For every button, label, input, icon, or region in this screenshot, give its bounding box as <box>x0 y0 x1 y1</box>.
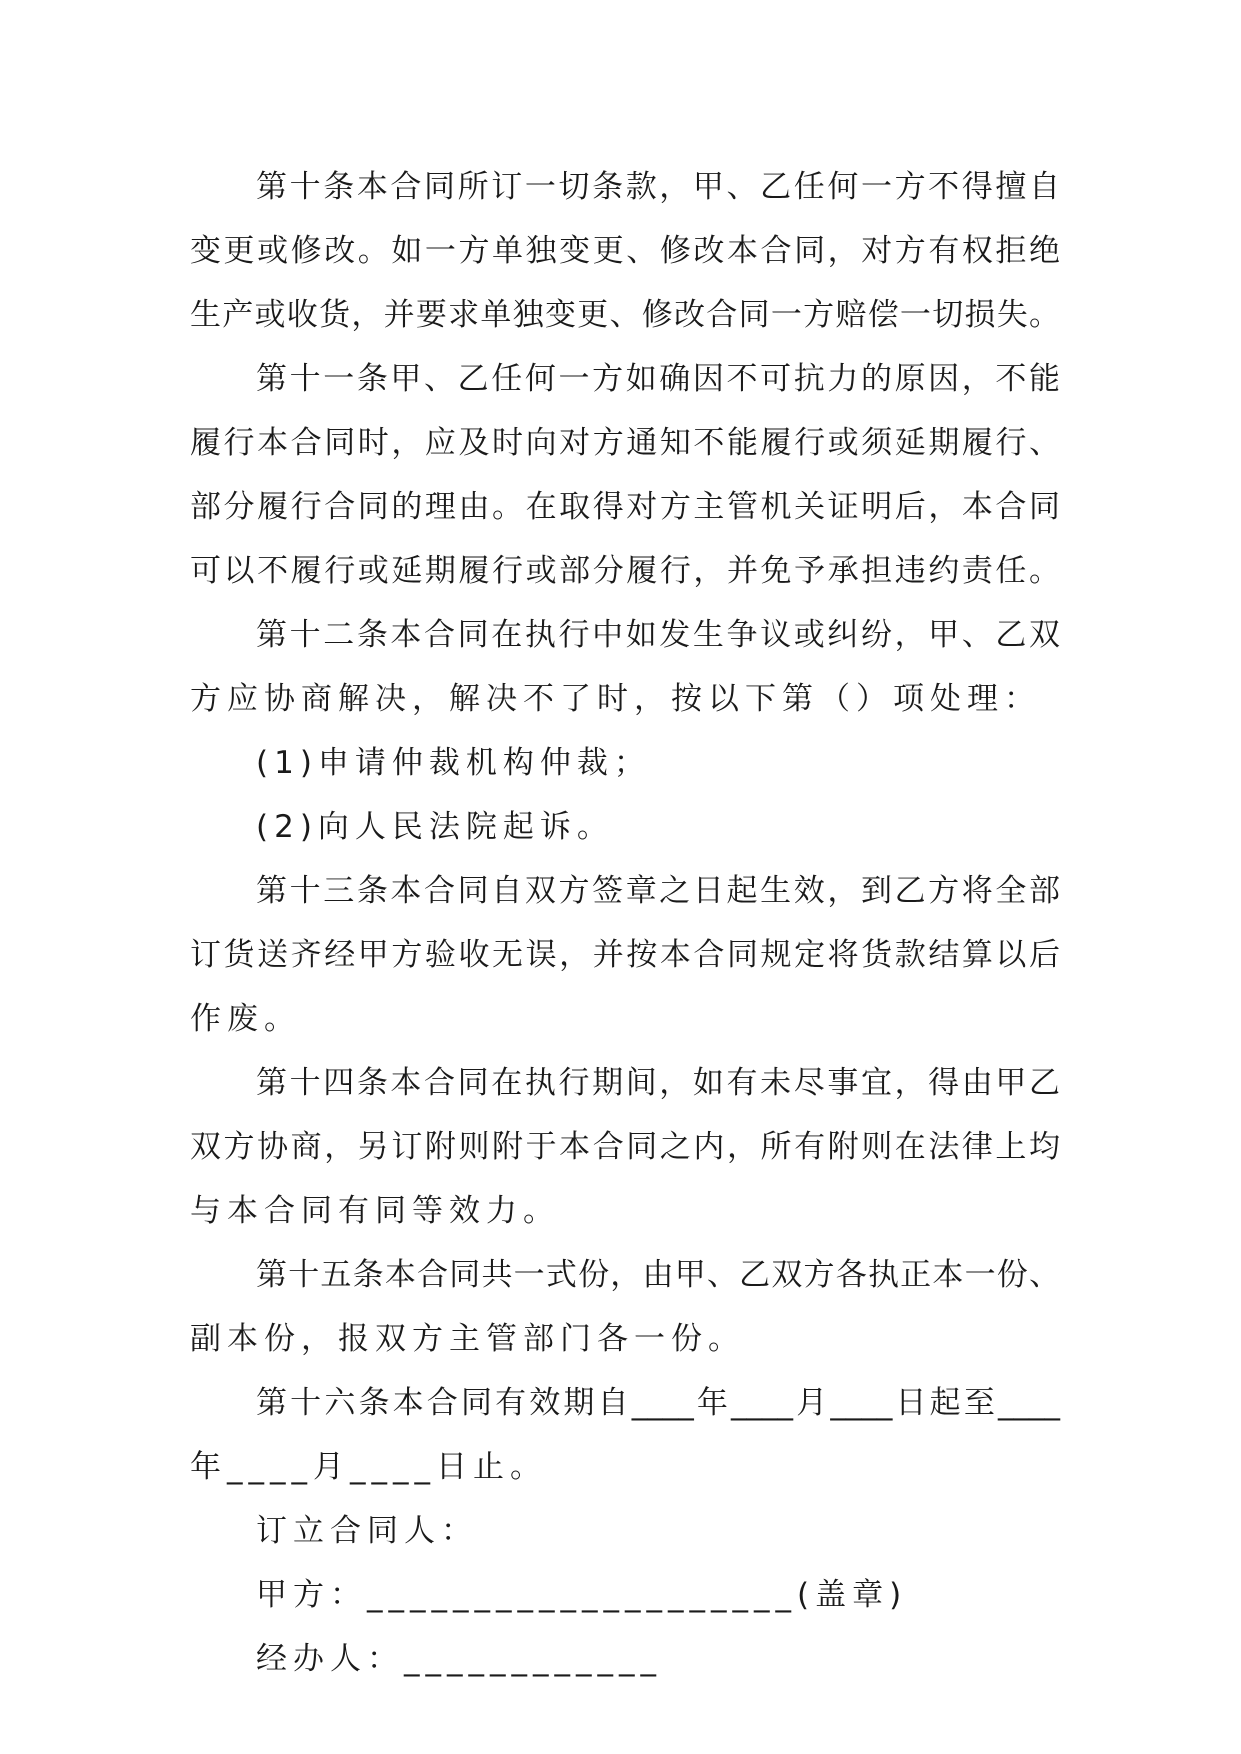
article-10-line-3: 生产或收货，并要求单独变更、修改合同一方赔偿一切损失。 <box>190 297 1060 333</box>
article-11-line-4: 可以不履行或延期履行或部分履行，并免予承担违约责任。 <box>190 553 1060 589</box>
article-14-line-1: 第十四条本合同在执行期间，如有未尽事宜，得由甲乙 <box>256 1065 1060 1101</box>
article-15-line-2: 副本份，报双方主管部门各一份。 <box>190 1321 745 1357</box>
contract-body <box>190 155 1060 1691</box>
agent-signature-line: 经办人：____________ <box>256 1641 662 1677</box>
signatories-heading: 订立合同人： <box>256 1513 478 1549</box>
article-11-line-2: 履行本合同时，应及时向对方通知不能履行或须延期履行、 <box>190 425 1060 461</box>
article-10-line-2: 变更或修改。如一方单独变更、修改本合同，对方有权拒绝 <box>190 233 1060 269</box>
article-12-line-1: 第十二条本合同在执行中如发生争议或纠纷，甲、乙双 <box>256 617 1060 653</box>
article-12-option-1: (1)申请仲裁机构仲裁； <box>256 745 651 781</box>
article-13-line-2: 订货送齐经甲方验收无误，并按本合同规定将货款结算以后 <box>190 937 1060 973</box>
article-14-line-3: 与本合同有同等效力。 <box>190 1193 560 1229</box>
article-12-line-2: 方应协商解决，解决不了时，按以下第（）项处理： <box>190 681 1041 717</box>
party-a-signature-line: 甲方：____________________(盖章) <box>256 1577 908 1613</box>
article-13-line-3: 作废。 <box>190 1001 301 1037</box>
article-14-line-2: 双方协商，另订附则附于本合同之内，所有附则在法律上均 <box>190 1129 1060 1165</box>
article-10-line-1: 第十条本合同所订一切条款，甲、乙任何一方不得擅自 <box>256 169 1060 205</box>
article-16-line-1: 第十六条本合同有效期自____年____月____日起至____ <box>256 1385 1060 1421</box>
article-11-line-1: 第十一条甲、乙任何一方如确因不可抗力的原因，不能 <box>256 361 1060 397</box>
article-12-option-2: (2)向人民法院起诉。 <box>256 809 614 845</box>
article-15-line-1: 第十五条本合同共一式份，由甲、乙双方各执正本一份、 <box>256 1257 1060 1293</box>
article-11-line-3: 部分履行合同的理由。在取得对方主管机关证明后，本合同 <box>190 489 1060 525</box>
article-13-line-1: 第十三条本合同自双方签章之日起生效，到乙方将全部 <box>256 873 1060 909</box>
article-16-line-2: 年____月____日止。 <box>190 1449 547 1485</box>
